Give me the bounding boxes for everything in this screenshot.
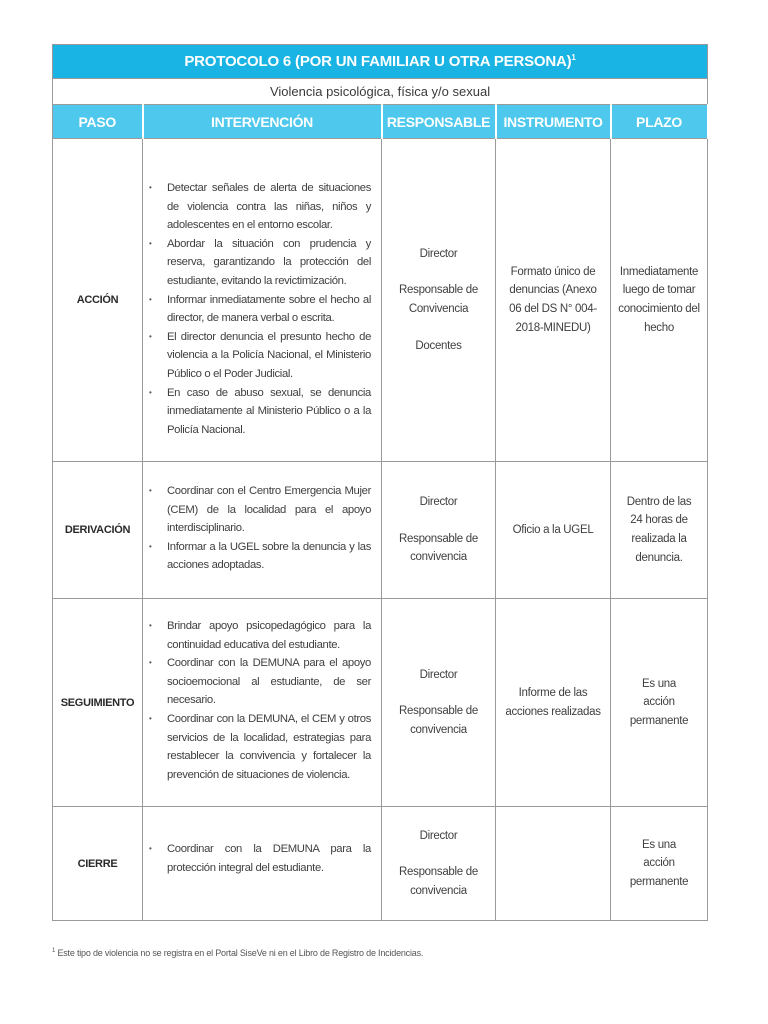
instrument-cell: Informe de las acciones realizadas — [496, 599, 611, 807]
list-item: • Informar inmediatamente sobre el hecho al director, de manera verbal o escrita. — [167, 291, 371, 328]
list-item: • Coordinar con la DEMUNA para la protección integral del estudiante. — [167, 840, 371, 877]
step-label: SEGUIMIENTO — [53, 599, 143, 807]
instrument-cell: Formato único de denuncias (Anexo 06 del DS N° 004-2018-MINEDU) — [496, 139, 611, 462]
table-row-accion — [53, 139, 708, 462]
deadline-cell: Inmediatamente luego de tomar conocimiento del hecho — [611, 139, 708, 462]
responsible-cell — [382, 462, 496, 599]
responsible-item: Responsable de Convivencia — [399, 284, 478, 315]
responsible-item: Director — [419, 247, 458, 260]
list-item: • Coordinar con la DEMUNA para el apoyo socioemocional al estudiante, de ser necesario. — [167, 654, 371, 710]
list-item: • Informar a la UGEL sobre la denuncia y las acciones adoptadas. — [167, 538, 371, 575]
list-item: • Abordar la situación con prudencia y reserva, garantizando la protección del estudiante, evitando la revictimización. — [167, 235, 371, 291]
list-item: • En caso de abuso sexual, se denuncia inmediatamente al Ministerio Público o a la Policía Nacional. — [167, 384, 371, 440]
instrument-cell: Oficio a la UGEL — [496, 462, 611, 599]
intervention-cell — [143, 462, 382, 599]
intervention-cell — [143, 599, 382, 807]
step-label: CIERRE — [53, 807, 143, 921]
responsible-item: Director — [419, 829, 458, 842]
responsible-item: Responsable de convivencia — [399, 532, 478, 564]
table-row-cierre — [53, 807, 708, 921]
protocol-document — [52, 44, 707, 921]
responsible-item: Responsable de convivencia — [399, 705, 478, 736]
title-footnote-mark: 1 — [571, 53, 576, 62]
list-item: • Coordinar con la DEMUNA, el CEM y otros servicios de la localidad, estrategias para restablecer la convivencia y fortalecer la prevención de situaciones de violencia. — [167, 710, 371, 784]
instrument-cell — [496, 807, 611, 921]
responsible-item: Director — [419, 668, 458, 681]
protocol-subtitle: Violencia psicológica, física y/o sexual — [53, 79, 708, 105]
protocol-title — [53, 45, 708, 79]
header-paso: PASO — [53, 105, 143, 139]
responsible-cell — [382, 807, 496, 921]
deadline-cell: Es una acción permanente — [611, 599, 708, 807]
list-item: • Coordinar con el Centro Emergencia Mujer (CEM) de la localidad para el apoyo interdisciplinario. — [167, 482, 371, 538]
deadline-cell: Es una acción permanente — [611, 807, 708, 921]
footnote-text: Este tipo de violencia no se registra en el Portal SiseVe ni en el Libro de Registro de Incidencias. — [57, 948, 424, 958]
intervention-list — [149, 462, 371, 575]
list-item: • Detectar señales de alerta de situaciones de violencia contra las niñas, niños y adolescentes en el entorno escolar. — [167, 179, 371, 235]
list-item: • El director denuncia el presunto hecho de violencia a la Policía Nacional, el Ministerio Público o el Poder Judicial. — [167, 328, 371, 384]
deadline-cell: Dentro de las 24 horas de realizada la denuncia. — [611, 462, 708, 599]
table-row-seguimiento — [53, 599, 708, 807]
intervention-cell — [143, 807, 382, 921]
step-label: DERIVACIÓN — [53, 462, 143, 599]
responsible-item: Responsable de convivencia — [399, 866, 478, 897]
intervention-list — [149, 599, 371, 784]
responsible-item: Director — [419, 496, 458, 509]
header-intervencion: INTERVENCIÓN — [143, 105, 382, 139]
protocol-table — [52, 44, 709, 921]
footnote — [52, 948, 423, 958]
intervention-list — [149, 159, 371, 439]
header-plazo: PLAZO — [611, 105, 708, 139]
intervention-list — [149, 840, 371, 887]
header-responsable: RESPONSABLE — [382, 105, 496, 139]
responsible-cell — [382, 599, 496, 807]
footnote-mark: 1 — [52, 948, 56, 954]
header-instrumento: INSTRUMENTO — [496, 105, 611, 139]
responsible-cell — [382, 139, 496, 462]
step-label: ACCIÓN — [53, 139, 143, 462]
protocol-title-text: PROTOCOLO 6 (POR UN FAMILIAR U OTRA PERSONA) — [184, 53, 572, 70]
intervention-cell — [143, 139, 382, 462]
list-item: • Brindar apoyo psicopedagógico para la continuidad educativa del estudiante. — [167, 617, 371, 654]
table-row-derivacion — [53, 462, 708, 599]
responsible-item: Docentes — [415, 339, 462, 352]
table-header-row — [53, 105, 708, 139]
